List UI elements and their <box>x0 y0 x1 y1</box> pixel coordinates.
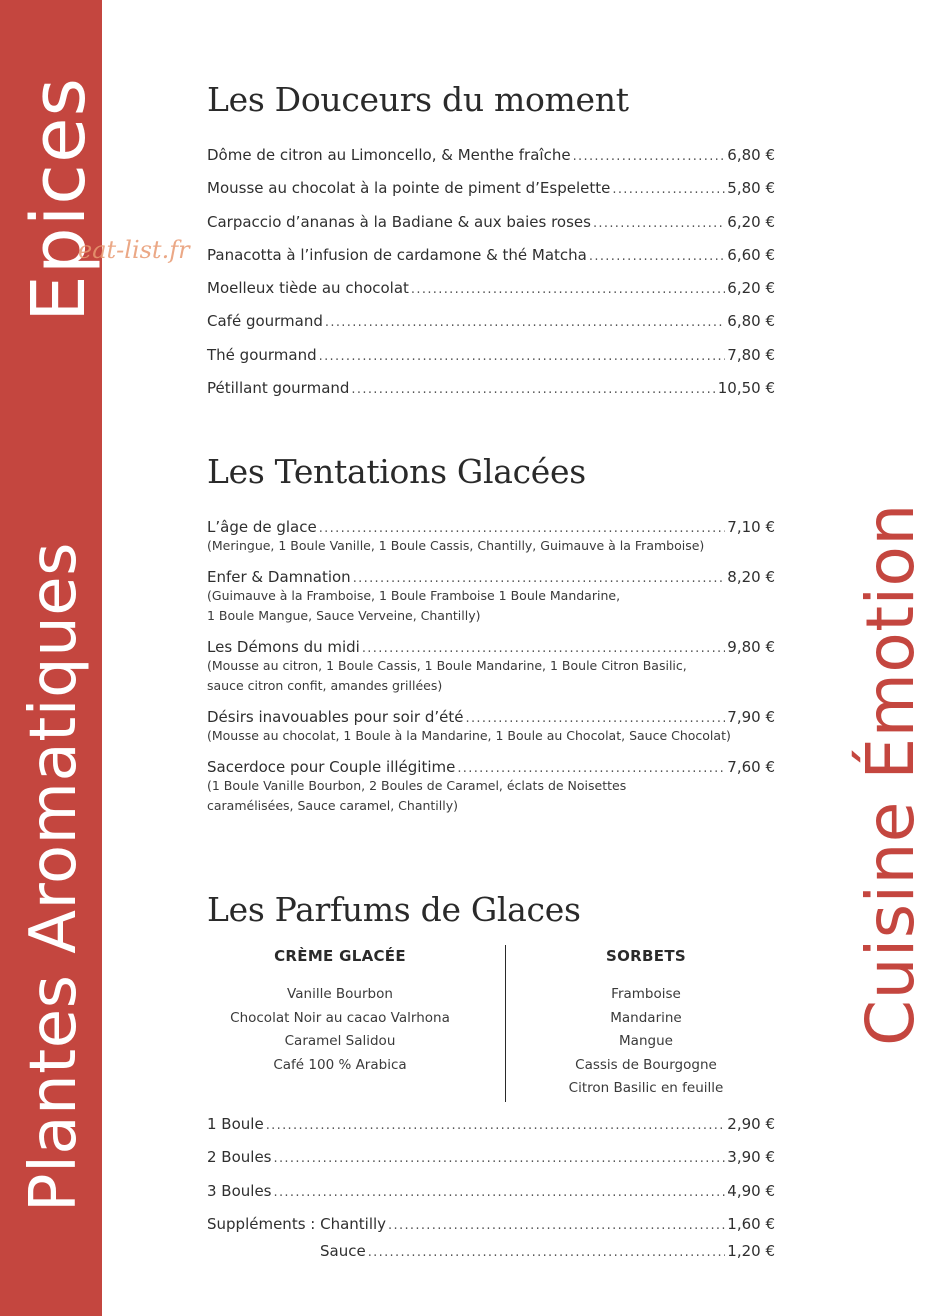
item-description: 1 Boule Mangue, Sauce Verveine, Chantilly) <box>207 608 481 623</box>
item-name: Panacotta à l’infusion de cardamone & thé Matcha <box>207 245 587 264</box>
item-price: 2,90 € <box>727 1115 775 1133</box>
item-description: (Mousse au citron, 1 Boule Cassis, 1 Boule Mandarine, 1 Boule Citron Basilic, <box>207 658 687 673</box>
item-name: Café gourmand <box>207 312 323 331</box>
item-price: 1,60 € <box>727 1214 775 1233</box>
dot-leader <box>325 314 725 332</box>
item-name: 3 Boules <box>207 1181 272 1200</box>
price-row <box>207 1242 775 1260</box>
item-name: Sacerdoce pour Couple illégitime <box>207 758 456 776</box>
flavor-item: Chocolat Noir au cacao Valrhona <box>230 1009 450 1026</box>
menu-item <box>207 279 775 297</box>
menu-item <box>207 179 775 197</box>
glaces-prices-list <box>207 1115 775 1260</box>
item-price: 5,80 € <box>727 179 775 198</box>
price-row <box>207 1215 775 1233</box>
tentations-list <box>207 518 775 816</box>
flavor-item: Framboise <box>611 986 681 1002</box>
flavor-item: Café 100 % Arabica <box>273 1056 407 1073</box>
menu-item <box>207 638 775 696</box>
menu-item <box>207 518 775 556</box>
item-description: (Mousse au chocolat, 1 Boule à la Mandarine, 1 Boule au Chocolat, Sauce Chocolat) <box>207 728 731 743</box>
item-price: 1,20 € <box>727 1241 775 1260</box>
item-price: 6,80 € <box>727 312 775 331</box>
flavor-item: Caramel Salidou <box>284 1033 396 1049</box>
sidebar-title-plantes: Plantes Aromatiques <box>17 542 91 1212</box>
item-name: Enfer & Damnation <box>207 568 351 586</box>
watermark: eat-list.fr <box>78 236 190 264</box>
item-name: Les Démons du midi <box>207 638 360 656</box>
menu-item <box>207 379 775 397</box>
item-name: L’âge de glace <box>207 518 317 536</box>
item-price: 7,90 € <box>727 708 775 726</box>
item-name: Sauce <box>320 1241 366 1260</box>
item-description: (Meringue, 1 Boule Vanille, 1 Boule Cassis, Chantilly, Guimauve à la Framboise) <box>207 538 705 553</box>
item-name: Dôme de citron au Limoncello, & Menthe fraîche <box>207 146 571 164</box>
item-name: 1 Boule <box>207 1115 264 1133</box>
creme-glacee-heading: CRÈME GLACÉE <box>274 947 406 965</box>
item-price: 7,10 € <box>727 518 775 536</box>
dot-leader <box>368 1244 726 1262</box>
item-name: Moelleux tiède au chocolat <box>207 279 409 298</box>
menu-item <box>207 708 775 746</box>
price-row <box>207 1115 775 1133</box>
dot-leader <box>612 181 725 199</box>
menu-item <box>207 758 775 816</box>
flavor-item: Cassis de Bourgogne <box>575 1056 717 1073</box>
flavor-item: Mandarine <box>610 1009 682 1026</box>
dot-leader <box>411 281 725 299</box>
item-price: 6,20 € <box>727 212 775 231</box>
flavor-item: Mangue <box>619 1033 673 1049</box>
item-price: 7,80 € <box>727 345 775 364</box>
menu-item <box>207 246 775 264</box>
item-price: 7,60 € <box>727 758 775 776</box>
dot-leader <box>573 148 726 166</box>
flavor-item: Citron Basilic en feuille <box>568 1080 724 1096</box>
item-name: Thé gourmand <box>207 345 317 364</box>
sorbets-column <box>536 947 756 1101</box>
dot-leader <box>274 1184 726 1202</box>
dot-leader <box>274 1150 726 1168</box>
item-description: sauce citron confit, amandes grillées) <box>207 678 443 693</box>
item-price: 3,90 € <box>727 1148 775 1167</box>
price-row <box>207 1182 775 1200</box>
menu-item <box>207 346 775 364</box>
section-title-tentations: Les Tentations Glacées <box>207 452 586 491</box>
dot-leader <box>589 248 725 266</box>
item-name: Désirs inavouables pour soir d’été <box>207 708 464 726</box>
item-price: 8,20 € <box>727 568 775 586</box>
item-name: Mousse au chocolat à la pointe de piment d’Espelette <box>207 179 611 198</box>
dot-leader <box>266 1117 726 1135</box>
dot-leader <box>593 215 725 233</box>
item-price: 10,50 € <box>717 379 775 398</box>
menu-item <box>207 312 775 330</box>
item-price: 6,80 € <box>727 146 775 164</box>
item-price: 9,80 € <box>727 638 775 656</box>
creme-glacee-column <box>215 947 465 1077</box>
column-divider <box>505 945 506 1102</box>
item-price: 6,20 € <box>727 279 775 298</box>
item-description: caramélisées, Sauce caramel, Chantilly) <box>207 798 458 813</box>
sorbets-heading: SORBETS <box>606 947 686 965</box>
section-title-douceurs: Les Douceurs du moment <box>207 80 629 119</box>
dot-leader <box>351 381 715 399</box>
item-price: 4,90 € <box>727 1181 775 1200</box>
dot-leader <box>388 1217 725 1235</box>
price-row <box>207 1148 775 1166</box>
item-name: 2 Boules <box>207 1148 272 1167</box>
right-title-cuisine-emotion: Cuisine Émotion <box>852 503 929 1046</box>
douceurs-list <box>207 146 775 397</box>
dot-leader <box>319 348 726 366</box>
item-name: Carpaccio d’ananas à la Badiane & aux baies roses <box>207 212 591 231</box>
item-description: (1 Boule Vanille Bourbon, 2 Boules de Caramel, éclats de Noisettes <box>207 778 627 793</box>
menu-item <box>207 568 775 626</box>
flavor-item: Vanille Bourbon <box>287 986 393 1002</box>
item-price: 6,60 € <box>727 245 775 264</box>
section-title-parfums: Les Parfums de Glaces <box>207 890 581 929</box>
menu-item <box>207 213 775 231</box>
item-name: Pétillant gourmand <box>207 379 350 398</box>
sidebar-title-epices: Epices <box>16 76 102 322</box>
menu-item <box>207 146 775 164</box>
item-name: Suppléments : Chantilly <box>207 1214 387 1233</box>
item-description: (Guimauve à la Framboise, 1 Boule Framboise 1 Boule Mandarine, <box>207 588 621 603</box>
